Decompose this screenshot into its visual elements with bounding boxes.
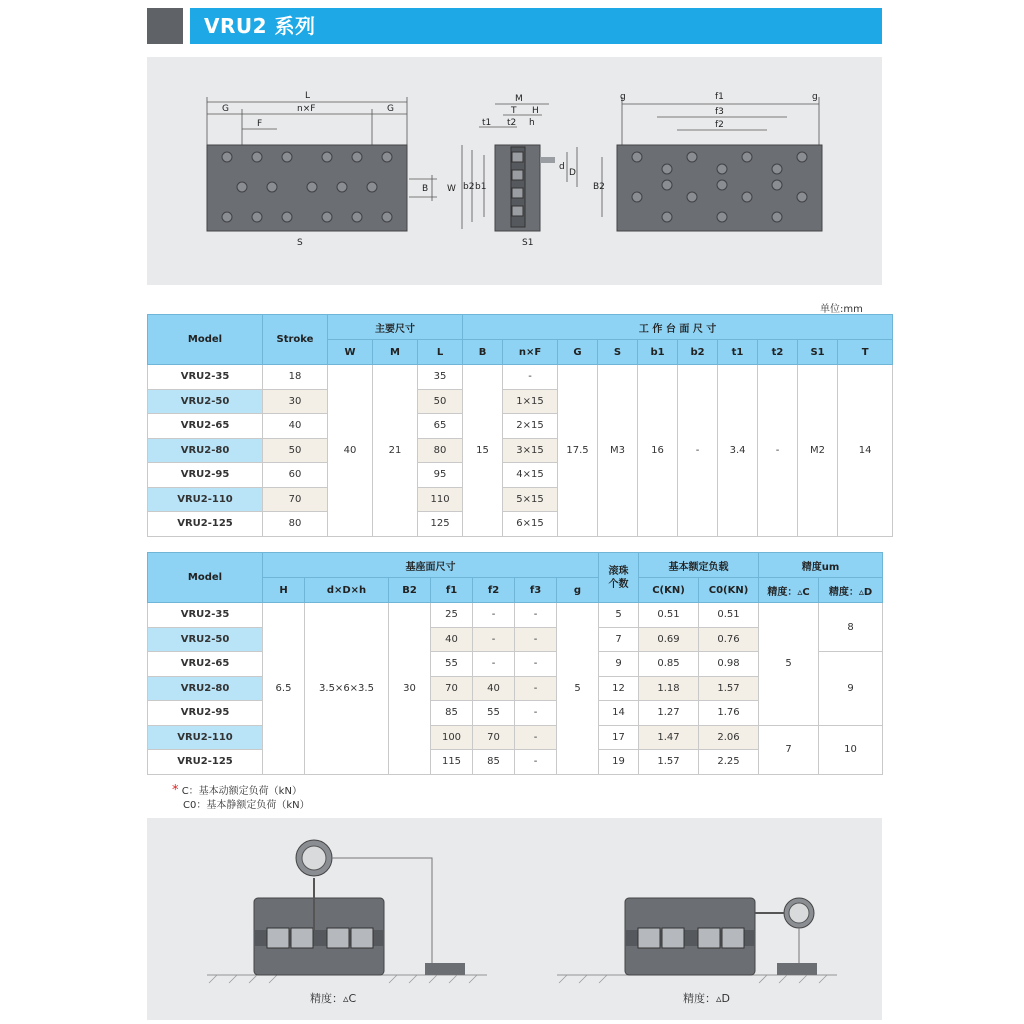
- g-cell: 5: [557, 603, 599, 775]
- c0-cell: 2.06: [699, 725, 759, 750]
- model-cell: VRU2-110: [148, 487, 263, 512]
- dim-label: f1: [715, 92, 724, 102]
- b2-cell: 30: [389, 603, 431, 775]
- c-note-text: C：基本动额定负荷（kN）: [181, 786, 302, 797]
- model-cell: VRU2-95: [148, 463, 263, 488]
- c-cell: 0.69: [639, 627, 699, 652]
- stroke-cell: 80: [263, 512, 328, 537]
- ball-count-header: 滚珠 个数: [599, 553, 639, 603]
- t1-cell: 3.4: [718, 365, 758, 537]
- f1-cell: 115: [431, 750, 473, 775]
- page-title: VRU2 系列: [190, 8, 882, 44]
- stroke-cell: 50: [263, 438, 328, 463]
- dim-label: L: [305, 91, 311, 101]
- l-cell: 110: [418, 487, 463, 512]
- c0-cell: 1.57: [699, 676, 759, 701]
- col-header: B2: [389, 578, 431, 603]
- col-header: f3: [515, 578, 557, 603]
- f1-cell: 70: [431, 676, 473, 701]
- col-header: G: [558, 340, 598, 365]
- base-dims-header: 基座面尺寸: [263, 553, 599, 578]
- precision-c-cell: 7: [759, 725, 819, 774]
- l-cell: 65: [418, 414, 463, 439]
- f3-cell: -: [515, 652, 557, 677]
- c-cell: 0.85: [639, 652, 699, 677]
- nf-cell: 1×15: [503, 389, 558, 414]
- col-header: L: [418, 340, 463, 365]
- balls-cell: 9: [599, 652, 639, 677]
- f1-cell: 85: [431, 701, 473, 726]
- dim-label: n×F: [297, 104, 316, 114]
- dim-label: d: [559, 162, 565, 172]
- table-row: [148, 603, 883, 628]
- m-cell: 21: [373, 365, 418, 537]
- stroke-cell: 70: [263, 487, 328, 512]
- c-cell: 0.51: [639, 603, 699, 628]
- f3-cell: -: [515, 701, 557, 726]
- dim-label: g: [620, 92, 626, 102]
- model-cell: VRU2-110: [148, 725, 263, 750]
- balls-cell: 12: [599, 676, 639, 701]
- l-cell: 95: [418, 463, 463, 488]
- dim-label: g: [812, 92, 818, 102]
- precision-d-cell: 8: [819, 603, 883, 652]
- c-cell: 1.27: [639, 701, 699, 726]
- c0-cell: 1.76: [699, 701, 759, 726]
- c0-cell: 0.76: [699, 627, 759, 652]
- dim-label: f3: [715, 107, 724, 117]
- dim-label: T: [511, 106, 517, 116]
- t-cell: 14: [838, 365, 893, 537]
- stroke-cell: 18: [263, 365, 328, 390]
- load-rating-header: 基本额定负载: [639, 553, 759, 578]
- dimension-diagram-panel: [147, 57, 882, 285]
- nf-cell: 6×15: [503, 512, 558, 537]
- model-cell: VRU2-80: [148, 676, 263, 701]
- col-header: b2: [678, 340, 718, 365]
- dim-label: f2: [715, 120, 724, 130]
- c0-cell: 0.98: [699, 652, 759, 677]
- col-header: T: [838, 340, 893, 365]
- f2-cell: -: [473, 627, 515, 652]
- f3-cell: -: [515, 676, 557, 701]
- f3-cell: -: [515, 627, 557, 652]
- model-cell: VRU2-35: [148, 603, 263, 628]
- col-header: d×D×h: [305, 578, 389, 603]
- model-cell: VRU2-50: [148, 389, 263, 414]
- f1-cell: 40: [431, 627, 473, 652]
- nf-cell: 3×15: [503, 438, 558, 463]
- c0-cell: 0.51: [699, 603, 759, 628]
- note-star: *: [172, 783, 179, 798]
- col-header: S1: [798, 340, 838, 365]
- f2-cell: 85: [473, 750, 515, 775]
- dim-label: S: [297, 238, 303, 248]
- dim-label: M: [515, 94, 523, 104]
- stroke-cell: 30: [263, 389, 328, 414]
- g-cell: 17.5: [558, 365, 598, 537]
- col-header: g: [557, 578, 599, 603]
- f1-cell: 25: [431, 603, 473, 628]
- col-header: B: [463, 340, 503, 365]
- model-cell: VRU2-95: [148, 701, 263, 726]
- dim-label: D: [569, 168, 576, 178]
- b2-cell: -: [678, 365, 718, 537]
- f1-cell: 55: [431, 652, 473, 677]
- f2-cell: -: [473, 603, 515, 628]
- balls-cell: 5: [599, 603, 639, 628]
- f3-cell: -: [515, 725, 557, 750]
- precision-d-cell: 10: [819, 725, 883, 774]
- dim-label: H: [532, 106, 539, 116]
- stroke-header: Stroke: [263, 315, 328, 365]
- dim-label: F: [257, 119, 263, 129]
- l-cell: 125: [418, 512, 463, 537]
- dim-label: W: [447, 184, 456, 194]
- model-cell: VRU2-65: [148, 652, 263, 677]
- h-cell: 6.5: [263, 603, 305, 775]
- ddh-cell: 3.5×6×3.5: [305, 603, 389, 775]
- nf-cell: -: [503, 365, 558, 390]
- dim-label: t2: [507, 118, 517, 128]
- col-header: f2: [473, 578, 515, 603]
- balls-cell: 19: [599, 750, 639, 775]
- col-header: W: [328, 340, 373, 365]
- dim-label: b2: [463, 182, 475, 192]
- model-cell: VRU2-65: [148, 414, 263, 439]
- work-surface-header: 工 作 台 面 尺 寸: [463, 315, 893, 340]
- b1-cell: 16: [638, 365, 678, 537]
- model-header: Model: [148, 315, 263, 365]
- f3-cell: -: [515, 603, 557, 628]
- col-header: M: [373, 340, 418, 365]
- c-cell: 1.57: [639, 750, 699, 775]
- table-row: [148, 365, 893, 390]
- col-header: C(KN): [639, 578, 699, 603]
- w-cell: 40: [328, 365, 373, 537]
- table-row: [148, 725, 883, 750]
- c-cell: 1.18: [639, 676, 699, 701]
- nf-cell: 2×15: [503, 414, 558, 439]
- precision-d-cell: 9: [819, 652, 883, 726]
- f1-cell: 100: [431, 725, 473, 750]
- l-cell: 35: [418, 365, 463, 390]
- nf-cell: 4×15: [503, 463, 558, 488]
- f3-cell: -: [515, 750, 557, 775]
- work-surface-table: [147, 314, 893, 537]
- col-header: H: [263, 578, 305, 603]
- main-dims-header: 主要尺寸: [328, 315, 463, 340]
- f2-cell: 70: [473, 725, 515, 750]
- dim-label: B: [422, 184, 429, 194]
- model-cell: VRU2-80: [148, 438, 263, 463]
- c-cell: 1.47: [639, 725, 699, 750]
- balls-cell: 7: [599, 627, 639, 652]
- model-header: Model: [148, 553, 263, 603]
- f2-cell: 40: [473, 676, 515, 701]
- s1-cell: M2: [798, 365, 838, 537]
- col-header: C0(KN): [699, 578, 759, 603]
- stroke-cell: 60: [263, 463, 328, 488]
- f2-cell: -: [473, 652, 515, 677]
- l-cell: 50: [418, 389, 463, 414]
- dim-label: b1: [475, 182, 487, 192]
- col-header: t2: [758, 340, 798, 365]
- t2-cell: -: [758, 365, 798, 537]
- model-cell: VRU2-50: [148, 627, 263, 652]
- model-cell: VRU2-35: [148, 365, 263, 390]
- caption-precision-d: 精度：▵D: [683, 992, 730, 1005]
- c0-note: C0：基本静额定负荷（kN）: [183, 800, 310, 811]
- header-marker: [147, 8, 183, 44]
- dim-label: G: [222, 104, 229, 114]
- f2-cell: 55: [473, 701, 515, 726]
- measurement-diagram: [147, 818, 882, 1020]
- caption-precision-c: 精度：▵C: [310, 992, 357, 1005]
- measurement-panel: [147, 818, 882, 1020]
- col-header: 精度：▵D: [819, 578, 883, 603]
- nf-cell: 5×15: [503, 487, 558, 512]
- col-header: f1: [431, 578, 473, 603]
- dim-label: S1: [522, 238, 534, 248]
- stroke-cell: 40: [263, 414, 328, 439]
- dim-label: t1: [482, 118, 492, 128]
- precision-header: 精度um: [759, 553, 883, 578]
- col-header: 精度：▵C: [759, 578, 819, 603]
- model-cell: VRU2-125: [148, 512, 263, 537]
- dim-label: h: [529, 118, 535, 128]
- precision-c-cell: 5: [759, 603, 819, 726]
- dim-label: B2: [593, 182, 605, 192]
- l-cell: 80: [418, 438, 463, 463]
- model-cell: VRU2-125: [148, 750, 263, 775]
- balls-cell: 14: [599, 701, 639, 726]
- col-header: n×F: [503, 340, 558, 365]
- dimension-diagram: [147, 57, 882, 285]
- dim-label: G: [387, 104, 394, 114]
- col-header: b1: [638, 340, 678, 365]
- balls-cell: 17: [599, 725, 639, 750]
- c0-cell: 2.25: [699, 750, 759, 775]
- col-header: S: [598, 340, 638, 365]
- base-surface-table: [147, 552, 883, 775]
- col-header: t1: [718, 340, 758, 365]
- s-cell: M3: [598, 365, 638, 537]
- b-cell: 15: [463, 365, 503, 537]
- unit-label: 单位:mm: [820, 304, 863, 315]
